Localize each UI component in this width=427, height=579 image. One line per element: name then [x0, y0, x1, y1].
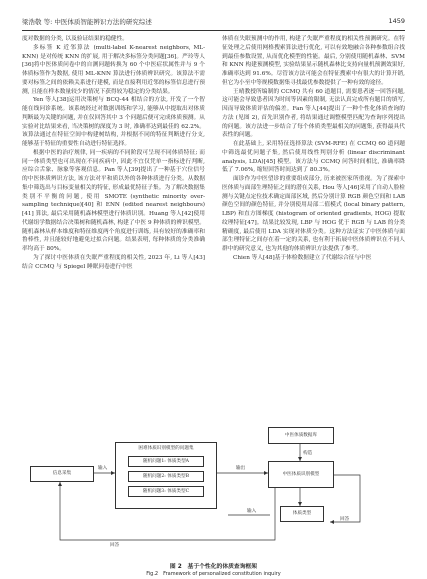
answer-label: 回答 [110, 543, 120, 548]
paragraph: 多标签 K 近邻算法 (multi-label K-nearest neighbors, ML-KNN) 是对传统 KNN 的扩展, 用于解决多标签分类问题[36]。严玲等人[36]将中医体质问卷中的自测问题转换为 60 个中医症状属性并与 9 个体质标签作为数据, 使用 ML-KNN 算法进行体质辨识研究。该算法不需要对标签之间的依赖关系进行建模, 而是直接利用近邻的标签信息进行预测, 且能在样本数量较少的情况下获得较为稳定的分类结果。 [22, 44, 205, 95]
paragraph: 在此基础上, 采用特征选择算法 (SVM-RFE) 在 CCMQ 60 道问题中筛选最优问题子集, 然后使用线性判别分析 (linear discriminant analysis, LDA)[45] 模型。该方法与 CCMQ 问答时间相比, 准确率降低了 7.06%, 缩短回答时间达到了 80.3%。 [222, 141, 405, 174]
model-box: 中医体质识别模型 [268, 461, 334, 488]
figure-2 [0, 420, 427, 579]
paragraph: 王晴教授所编制的 CCMQ 共有 60 道题目, 需要患者逐一回答问题, 这可能会导致患者因为时间等因素的限制, 无法认真完成所有题目的填写, 因而导致体质评估的偏差。Fan 等人[44]提出了一种个性化体质查询的方法 (见图 2), 首先识别作者, 将结果通过调整模型匹配为查询序列提出的问题。该方法进一步结合了每个体质类型最相关的问题集, 获得最具代表性的问题。 [222, 88, 405, 139]
right-column [222, 35, 405, 263]
page-header [22, 17, 405, 29]
constitution-db-box: 中医体质数据库 [268, 427, 334, 444]
output-label: 输出 [236, 466, 246, 471]
question-item: 随机问题1: 体质类型A [128, 456, 204, 467]
question-item: 随机问题2: 体质类型B [128, 471, 204, 482]
answer-label-2: 回答 [340, 517, 350, 522]
left-column [22, 35, 205, 271]
question-set-title: 困难体质识别模型的问题集 [138, 446, 194, 451]
paragraph: 体质在失眠预测中的作用, 构建了失眠严重程度的相关性预测研究。在特征处理之后使用网格搜索算法进行优化, 可以有效地融合各种参数组合找到最佳参数设置, 从而优化模型的性能。最后, 分别使用随机森林、SVM 和 KNN 构建预测模型, 实验结果显示随机森林比支持向量机预测效果好, 准确率达到 91.6%。尽管该方法可能会在特征搜索中有很大的计算开销, 但它为小至中等规模数据集寻找最优参数提供了一种有效的途径。 [222, 36, 405, 86]
build-label: 构造 [303, 451, 313, 456]
paragraph: 根据中医的治疗规律, 同一疾病的不同阶段可呈现不同体质特征; 而同一体质类型也可出现在不同疾病中, 因此不宜仅凭单一指标进行判断, 应综合舌象、脉象等客观信息。Pan 等人[39]提出了一种基于穴位信号的中医体质辨识方法, 该方法对平和质以外的各种体质进行分类。从数据集中筛选出与目标变量相关的特征, 形成最优特征子集。为了解决数据集类别不平衡的问题, 使用 SMOTE (synthetic minority over-sampling technique)[40] 和 ENN (edited nearest neighbours)[41] 算法, 最后采用随机森林模型进行体质识别。Huang 等人[42]使用代谢组学数据结合决策树和随机森林, 构建了中医 9 种体质的辨识模型。随机森林从样本维度和特征维度两个角度进行训练, 具有较好的准确率和鲁棒性, 并且能较好地避免过拟合问题。结果表明, 每种体质的分类准确率均高于 80%。 [22, 149, 205, 252]
info-collect-box: 信息采集 [30, 466, 94, 482]
input-label-2: 输入 [247, 509, 257, 514]
figure-caption-en: Fig.2 Framework of personalized constitution inquiry [146, 571, 281, 577]
paragraph: 度对数据的分类, 以及验证结果的稳健性。 [22, 36, 128, 42]
paragraph: Chien 等人[48]基于体检数据建立了代谢综合征与中医 [233, 254, 372, 261]
paragraph: 面诊作为中医望诊的重要组成部分, 历来被医家所重视。为了探索中医体质与面部生理特征之间的潜在关系, Hou 等人[46]采用了自动人脸检测与关键点定位技术确定面部区域, 然后分别计算 RGB 颜色空间和 LAB 颜色空间的颜色特征, 并分别使用局部二值模式 (local binary pattern, LBP) 和直方图梯度 (histogram of oriented gradients, HOG) 提取纹理特征[47]。结果比较发现, LBP 与 HOG 优于 RGB 与 LAB 的分类精确度, 最后使用 LDA 实现对体质分类。这种方法证实了中医体质与面部生理特征之间存在着一定的关系, 也有利于拓展中医体质辨识在不同人群中的研究意义, 也为其他的体质辨识方法提供了参考。 [222, 176, 405, 252]
question-item: 随机问题3: 体质类型C [128, 486, 204, 497]
paragraph: Yen 等人[38]运用决策树与 BCQ-44 相结合的方法, 开发了一个智能在线问诊系统。该系统经过对数据训练和学习, 能够从中提取出对体质判断最为关键的问题, 并在仅回答其中 3 个问题后便可完成体质预测。从实验对比结果来看, 当决策树的深度为 3 时, 准确率达到最佳的 62.2%。该算法通过在特征空间中构建树结构, 并根据不同的特征判断进行分支, 能够基于特征的重要性自动进行特征选择。 [22, 97, 205, 147]
question-set-box [115, 442, 217, 509]
figure-caption: 图 2 基于个性化的体质查询框架 [169, 564, 258, 570]
paragraph: 为了探讨中医体质在失眠严重程度的相关性, 2023 年, Li 等人[43]结合 CCMQ 与 Spiegel 睡眠问卷进行中医 [22, 254, 205, 270]
page-number: 1459 [388, 17, 405, 25]
input-label: 输入 [98, 466, 108, 471]
running-title: 梁浩敬 等: 中医体质智能辨识方法的研究综述 [22, 18, 152, 26]
output-type-box: 体质类型 [280, 506, 324, 522]
header-rule [22, 30, 405, 31]
